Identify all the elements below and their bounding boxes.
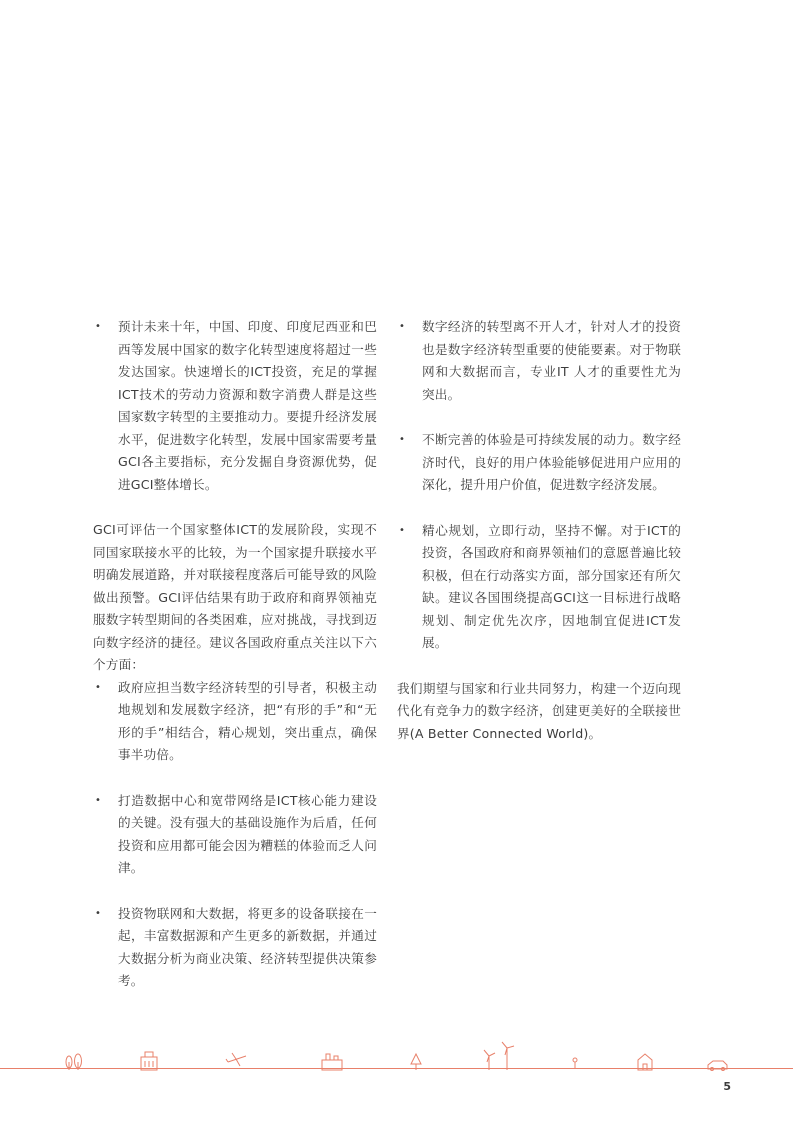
body-paragraph: GCI可评估一个国家整体ICT的发展阶段，实现不同国家联接水平的比较，为一个国家提升联接水平明确发展道路，并对联接程度落后可能导致的风险做出预警。GCI评估结果有助于政府和商界领袖克服数字转型期间的各类困难，应对挑战，寻找到迈向数字经济的捷径。建议各国政府重点关注以下六个方面： — [93, 522, 377, 672]
bullet-dot: • — [398, 434, 406, 445]
bullet-text: 政府应担当数字经济转型的引导者，积极主动地规划和发展数字经济，把“有形的手”和“无形的手”相结合，精心规划，突出重点，确保事半功倍。 — [118, 679, 377, 762]
bullet-text: 不断完善的体验是可持续发展的动力。数字经济时代，良好的用户体验能够促进用户应用的深化，提升用户价值，促进数字经济发展。 — [422, 432, 681, 492]
bullet-item — [397, 429, 681, 497]
left-column — [93, 316, 377, 993]
bullet-text: 精心规划，立即行动，坚持不懈。对于ICT的投资，各国政府和商界领袖们的意愿普遍比较积极，但在行动落实方面，部分国家还有所欠缺。建议各国围绕提高GCI这一目标进行战略规划、制定优先次序，因地制宜促进ICT发展。 — [422, 522, 681, 650]
page-number: 5 — [723, 1080, 731, 1093]
right-column — [397, 316, 681, 745]
bullet-item — [397, 520, 681, 655]
bullet-dot: • — [94, 681, 102, 693]
bullet-text: 打造数据中心和宽带网络是ICT核心能力建设的关键。没有强大的基础设施作为后盾，任何投资和应用都可能会因为糟糕的体验而乏人问津。 — [118, 792, 377, 875]
bullet-text: 投资物联网和大数据，将更多的设备联接在一起，丰富数据源和产生更多的新数据，并通过大数据分析为商业决策、经济转型提供决策参考。 — [118, 905, 377, 988]
closing-paragraph: 我们期望与国家和行业共同努力，构建一个迈向现代化有竞争力的数字经济，创建更美好的全联接世界(A Better Connected World)。 — [397, 680, 681, 741]
bullet-dot: • — [94, 321, 102, 332]
bullet-item — [93, 316, 377, 496]
bullet-dot: • — [94, 794, 102, 806]
bullet-text: 数字经济的转型离不开人才，针对人才的投资也是数字经济转型重要的使能要素。对于物联网和大数据而言，专业IT 人才的重要性尤为突出。 — [422, 319, 681, 402]
bullet-item — [93, 903, 377, 993]
car-icon — [708, 1061, 727, 1071]
footer-rule — [0, 1068, 793, 1069]
bullet-item — [397, 316, 681, 406]
bullet-item — [93, 677, 377, 767]
bullet-dot: • — [398, 524, 406, 536]
bullet-dot: • — [94, 907, 102, 919]
bullet-text: 预计未来十年，中国、印度、印度尼西亚和巴西等发展中国家的数字化转型速度将超过一些发达国家。快速增长的ICT投资，充足的掌握ICT技术的劳动力资源和数字消费人群是这些国家数字转型的主要推动力。要提升经济发展水平，促进数字化转型，发展中国家需要考量GCI各主要指标，充分发掘自身资源优势，促进GCI整体增长。 — [118, 319, 377, 492]
airplane-icon — [226, 1053, 246, 1066]
bullet-item — [93, 790, 377, 880]
wind-turbine-icon — [484, 1042, 514, 1070]
bullet-dot: • — [398, 321, 406, 332]
